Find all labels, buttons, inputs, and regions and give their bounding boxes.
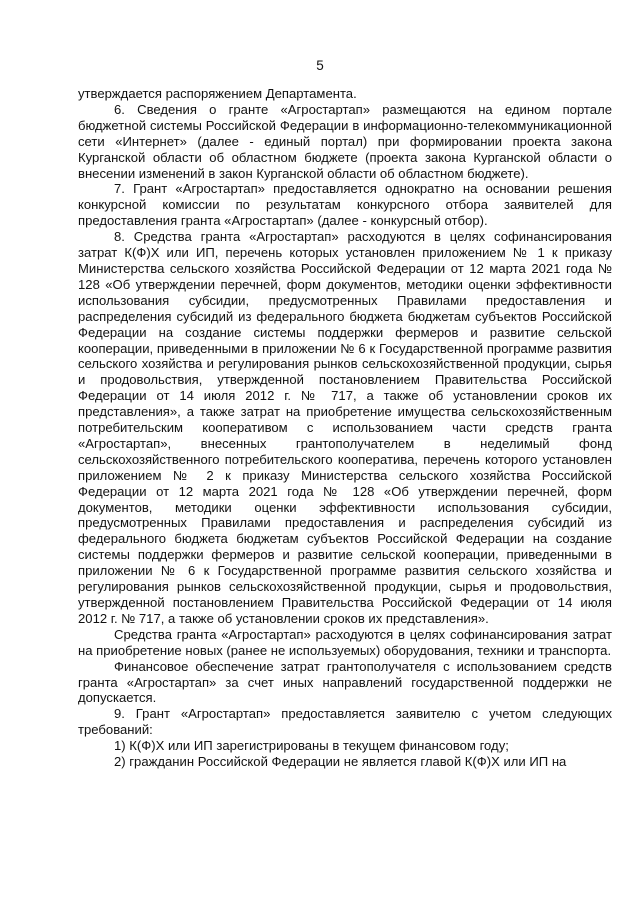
requirement-2: 2) гражданин Российской Федерации не является главой К(Ф)Х или ИП на xyxy=(114,754,567,770)
paragraph-grant-expenses: Средства гранта «Агростартап» расходуются в целях софинансирования затрат на приобретение новых (ранее не используемых) оборудования, техники и транспорта. xyxy=(78,626,612,658)
paragraph-item-9: 9. Грант «Агростартап» предоставляется заявителю с учетом следующих требований: xyxy=(78,706,612,738)
paragraph-item-7: 7. Грант «Агростартап» предоставляется однократно на основании решения конкурсной комиссии по результатам конкурсного отбора заявителей для предоставления гранта «Агростартап» (далее - конкурсный отбор). xyxy=(78,181,612,229)
document-body xyxy=(78,86,612,770)
paragraph-item-6: 6. Сведения о гранте «Агростартап» размещаются на едином портале бюджетной системы Российской Федерации в информационно-телекоммуникационной сети «Интернет» (далее - единый портал) при формировании проекта закона Курганской области об областном бюджете (проекта закона Курганской области о внесении изменений в закон Курганской области об областном бюджете). xyxy=(78,101,612,181)
paragraph-continuation: утверждается распоряжением Департамента. xyxy=(78,86,357,101)
requirement-1: 1) К(Ф)Х или ИП зарегистрированы в текущем финансовом году; xyxy=(114,738,509,754)
paragraph-item-8: 8. Средства гранта «Агростартап» расходуются в целях софинансирования затрат К(Ф)Х или ИП, перечень которых установлен приложением № 1 к приказу Министерства сельского хозяйства Российской Федерации от 12 марта 2021 года № 128 «Об утверждении перечней, форм документов, методики оценки эффективности использования субсидии, предусмотренных Правилами предоставления и распределения субсидий из федерального бюджета бюджетам субъектов Российской Федерации на создание системы поддержки фермеров и развитие сельской кооперации, приведенными в приложении № 6 к Государственной программе развития сельского хозяйства и регулирования рынков сельскохозяйственной продукции, сырья и продовольствия, утвержденной постановлением Правительства Российской Федерации от 14 июля 2012 г. № 717, а также об установлении сроков их представления», а также затрат на приобретение имущества сельскохозяйственным потребительским кооперативом с использованием части средств гранта «Агростартап», внесенных грантополучателем в неделимый фонд сельскохозяйственного потребительского кооператива, перечень которого установлен приложением № 2 к приказу Министерства сельского хозяйства Российской Федерации от 12 марта 2021 года № 128 «Об утверждении перечней, форм документов, методики оценки эффективности использования субсидии, предусмотренных Правилами предоставления и распределения субсидий из федерального бюджета бюджетам субъектов Российской Федерации на создание системы поддержки фермеров и развитие сельской кооперации, приведенными в приложении № 6 к Государственной программе развития сельского хозяйства и регулирования рынков сельскохозяйственной продукции, сырья и продовольствия, утвержденной постановлением Правительства Российской Федерации от 14 июля 2012 г. № 717, а также об установлении сроков их представления». xyxy=(78,229,612,626)
page-number: 5 xyxy=(316,58,324,73)
paragraph-financing: Финансовое обеспечение затрат грантополучателя с использованием средств гранта «Агростартап» за счет иных направлений государственной поддержки не допускается. xyxy=(78,658,612,706)
